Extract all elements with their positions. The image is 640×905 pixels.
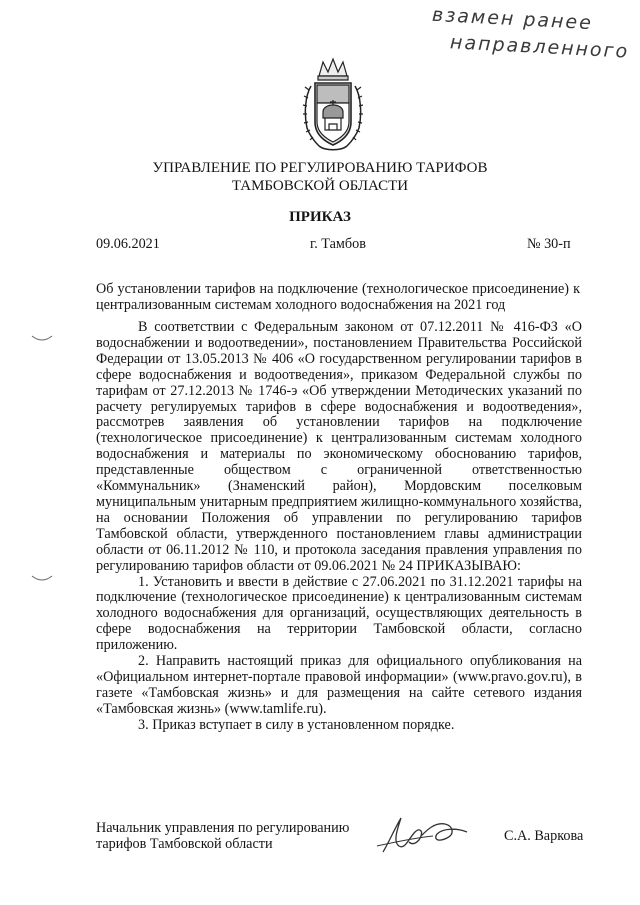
preamble-paragraph: В соответствии с Федеральным законом от 07.12.2011 № 416-ФЗ «О водоснабжении и водоотведении», постановлением Правительства Российской Федерации от 13.05.2013 № 406 «О государственном регулировании тарифов в сфере водоснабжения и водоотведения», приказом Федеральной службы по тарифам от 27.12.2013 № 1746-э «Об утверждении Методических указаний по расчету регулируемых тарифов в сфере водоснабжения и водоотведения», рассмотрев заявления об установлении тарифов на подключение (технологическое присоединение) к централизованным системам холодного водоснабжения и материалы по экономическому обоснованию тарифов, представленные обществом с ограниченной ответственностью «Коммунальник» (Знаменский район), Мордовским поселковым муниципальным унитарным предприятием жилищно-коммунального хозяйства, на основании Положения об управлении по регулированию тарифов Тамбовской области, утвержденного постановлением главы администрации области от 06.11.2012 № 110, и протокола заседания правления управления по регулированию тарифов области от 09.06.2021 № 24 ПРИКАЗЫВАЮ:: [96, 319, 582, 574]
handwritten-signature: [375, 812, 475, 856]
margin-mark: [30, 572, 54, 586]
document-type-title: ПРИКАЗ: [289, 209, 351, 225]
order-item-2: 2. Направить настоящий приказ для официального опубликования на «Официальном интернет-портале правовой информации» (www.pravo.gov.ru), в газете «Тамбовская жизнь» и для размещения на сайте сетевого издания «Тамбовская жизнь» (www.tamlife.ru).: [96, 653, 582, 717]
margin-mark: [30, 332, 54, 346]
order-item-1: 1. Установить и ввести в действие с 27.06.2021 по 31.12.2021 тарифы на подключение (технологическое присоединение) к централизованным системам холодного водоснабжения для организаций, осуществляющих деятельность в сфере водоснабжения на территории Тамбовской области, согласно приложению.: [96, 573, 582, 654]
coat-of-arms-emblem: [301, 56, 365, 154]
document-city: г. Тамбов: [310, 236, 366, 252]
signatory-position-line2: тарифов Тамбовской области: [96, 836, 273, 852]
handwritten-note-line1: взамен ранее: [431, 3, 594, 35]
document-body: [96, 320, 582, 734]
signatory-name: С.А. Варкова: [504, 828, 584, 844]
document-date: 09.06.2021: [96, 236, 160, 252]
handwritten-note-line2: направленного: [449, 31, 630, 63]
organization-name-line1: УПРАВЛЕНИЕ ПО РЕГУЛИРОВАНИЮ ТАРИФОВ: [152, 160, 488, 176]
document-number: № 30-п: [527, 236, 571, 252]
organization-name-line2: ТАМБОВСКОЙ ОБЛАСТИ: [231, 178, 409, 194]
signatory-position-line1: Начальник управления по регулированию: [96, 820, 350, 836]
document-subject: Об установлении тарифов на подключение (технологическое присоединение) к централизованным системам холодного водоснабжения на 2021 год: [96, 281, 580, 313]
order-item-3: 3. Приказ вступает в силу в установленном порядке.: [138, 716, 455, 733]
